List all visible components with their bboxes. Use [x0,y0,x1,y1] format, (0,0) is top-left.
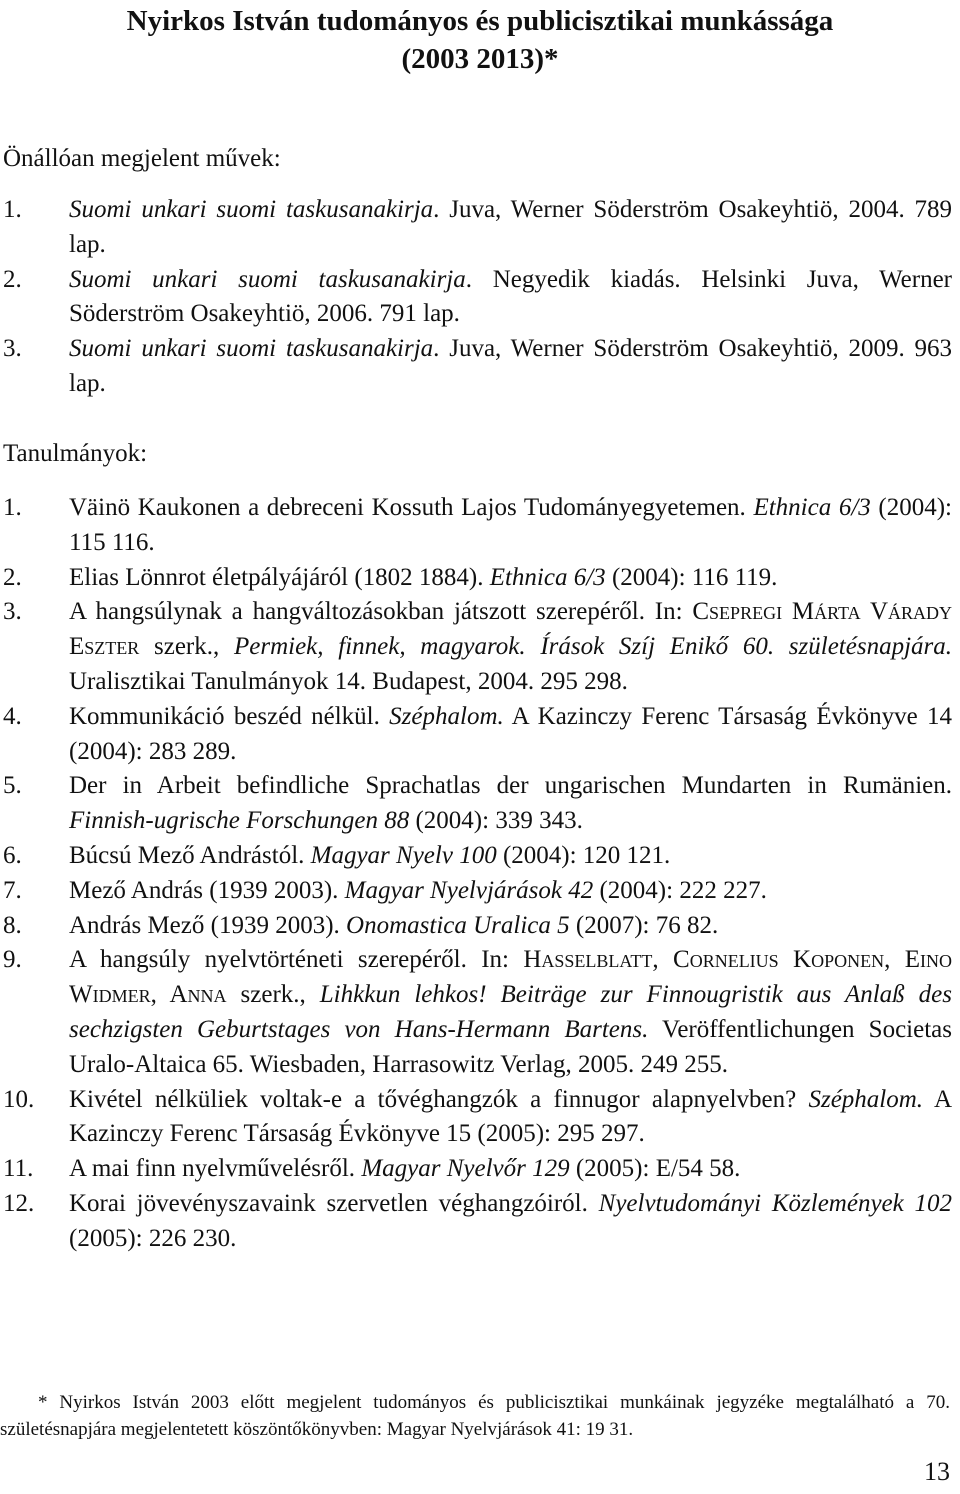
title-line-2: (2003 2013)* [401,43,559,75]
study-item [0,839,958,874]
item-text: A Kazinczy Ferenc Társaság Évkönyve 15 (2005): 295 297. [69,1085,952,1148]
item-author-names: Csepregi Márta Várady Eszter [69,598,952,661]
study-item [0,909,958,944]
item-italic-text: Magyar Nyelv 100 [310,841,497,869]
item-number: 5. [3,772,22,800]
item-italic-text: Ethnica 6/3 [753,494,871,521]
item-text: szerk., [139,633,234,661]
item-italic-text: Magyar Nyelvőr 129 [361,1155,570,1183]
item-text: (2005): E/54 58. [569,1155,741,1183]
item-text: . Juva, Werner Söderström Osakeyhtiö, 2009. 963 lap. [69,335,953,397]
page-number: 13 [924,1457,950,1486]
item-number: 1. [3,196,22,223]
item-text: Korai jövevényszavaink szervetlen véghangzóiról. [69,1189,599,1217]
study-item [0,943,958,1082]
books-list [0,193,958,402]
study-item [0,700,958,770]
item-italic-text: Széphalom. [389,702,504,730]
item-text: Veröffentlichungen Societas Uralo-Altaica 65. Wiesbaden, Harrasowitz Verlag, 2005. 249 255. [69,1015,952,1078]
item-number: 10. [3,1085,35,1113]
study-item [0,769,958,839]
book-item [0,263,958,333]
item-text: (2007): 76 82. [569,911,719,939]
item-text: . Juva, Werner Söderström Osakeyhtiö, 2004. 789 lap. [69,196,953,258]
item-text: (2004): 339 343. [409,807,583,835]
item-number: 8. [3,911,22,939]
item-italic-text: Suomi unkari suomi taskusanakirja [69,335,434,363]
book-item [0,332,958,402]
studies-heading: Tanulmányok: [3,440,148,467]
item-text: (2004): 116 119. [605,563,778,591]
study-item [0,874,958,909]
item-number: 3. [3,598,22,626]
item-text: Kommunikáció beszéd nélkül. [69,702,390,730]
item-italic-text: Széphalom. [808,1085,924,1113]
study-item [0,1187,958,1257]
item-text: (2005): 226 230. [69,1224,237,1252]
item-text: A mai finn nyelvművelésről. [69,1155,362,1183]
book-item [0,193,958,263]
item-italic-text: Lihkkun lehkos! Beiträge zur Finnougristik aus Anlaß des sechzigsten Geburtstages von Hans-Hermann Bartens. [69,981,952,1043]
item-text: András Mező (1939 2003). [69,911,347,939]
item-italic-text: Finnish-ugrische Forschungen 88 [69,807,410,835]
item-number: 1. [3,494,22,521]
item-text: A Kazinczy Ferenc Társaság Évkönyve 14 (2004): 283 289. [69,702,952,765]
item-text: Väinö Kaukonen a debreceni Kossuth Lajos Tudományegyetemen. [69,494,754,521]
study-item [0,1083,958,1153]
item-number: 3. [3,335,22,363]
item-text: Búcsú Mező Andrástól. [69,841,311,869]
item-italic-text: Suomi unkari suomi taskusanakirja [69,196,434,223]
item-italic-text: Permiek, finnek, magyarok. Írások Szíj Enikő 60. születésnapjára. [233,633,952,661]
item-text: szerk., [226,981,320,1009]
item-italic-text: Magyar Nyelvjárások 42 [344,876,594,904]
books-heading: Önállóan megjelent művek: [3,145,281,172]
item-text: Uralisztikai Tanulmányok 14. Budapest, 2004. 295 298. [69,667,628,695]
item-text: (2004): 120 121. [496,841,671,869]
item-text: (2004): 222 227. [593,876,767,904]
page-title [0,2,960,78]
study-item [0,1152,958,1187]
item-text: A hangsúly nyelvtörténeti szerepéről. In: [69,946,524,974]
item-number: 4. [3,702,22,730]
studies-list [0,491,958,1257]
item-italic-text: Ethnica 6/3 [489,563,606,591]
study-item [0,595,958,699]
study-item [0,491,958,561]
item-number: 2. [3,563,22,591]
item-text: Mező András (1939 2003). [69,876,345,904]
item-author-names: Hasselblatt, Cornelius Koponen, Eino Widmer, Anna [69,946,952,1009]
item-text: . Negyedik kiadás. Helsinki Juva, Werner Söderström Osakeyhtiö, 2006. 791 lap. [69,265,953,328]
item-number: 7. [3,876,22,904]
study-item [0,561,958,596]
item-italic-text: Onomastica Uralica 5 [346,911,570,939]
item-italic-text: Suomi unkari suomi taskusanakirja [69,265,466,293]
item-text: Der in Arbeit befindliche Sprachatlas der ungarischen Mundarten in Rumänien. [69,772,952,800]
item-number: 6. [3,841,22,869]
item-text: Elias Lönnrot életpályájáról (1802 1884). [69,563,490,591]
item-text: A hangsúlynak a hangváltozásokban játszott szerepéről. In: [69,598,693,626]
item-number: 9. [3,946,22,974]
item-number: 12. [3,1189,35,1217]
item-number: 11. [3,1155,34,1183]
item-text: Kivétel nélküliek voltak-e a tővéghangzók a finnugor alapnyelvben? [69,1085,809,1113]
item-italic-text: Nyelvtudományi Közlemények 102 [598,1189,952,1217]
item-number: 2. [3,265,22,293]
title-line-1: Nyirkos István tudományos és publicisztikai munkássága [126,5,834,37]
item-text: (2004): 115 116. [69,494,952,556]
footnote: * Nyirkos István 2003 előtt megjelent tudományos és publicisztikai munkáinak jegyzéke megtalálható a 70. születésnapjára megjelentetett köszöntőkönyvben: Magyar Nyelvjárások 41: 19 31. [0,1392,950,1440]
